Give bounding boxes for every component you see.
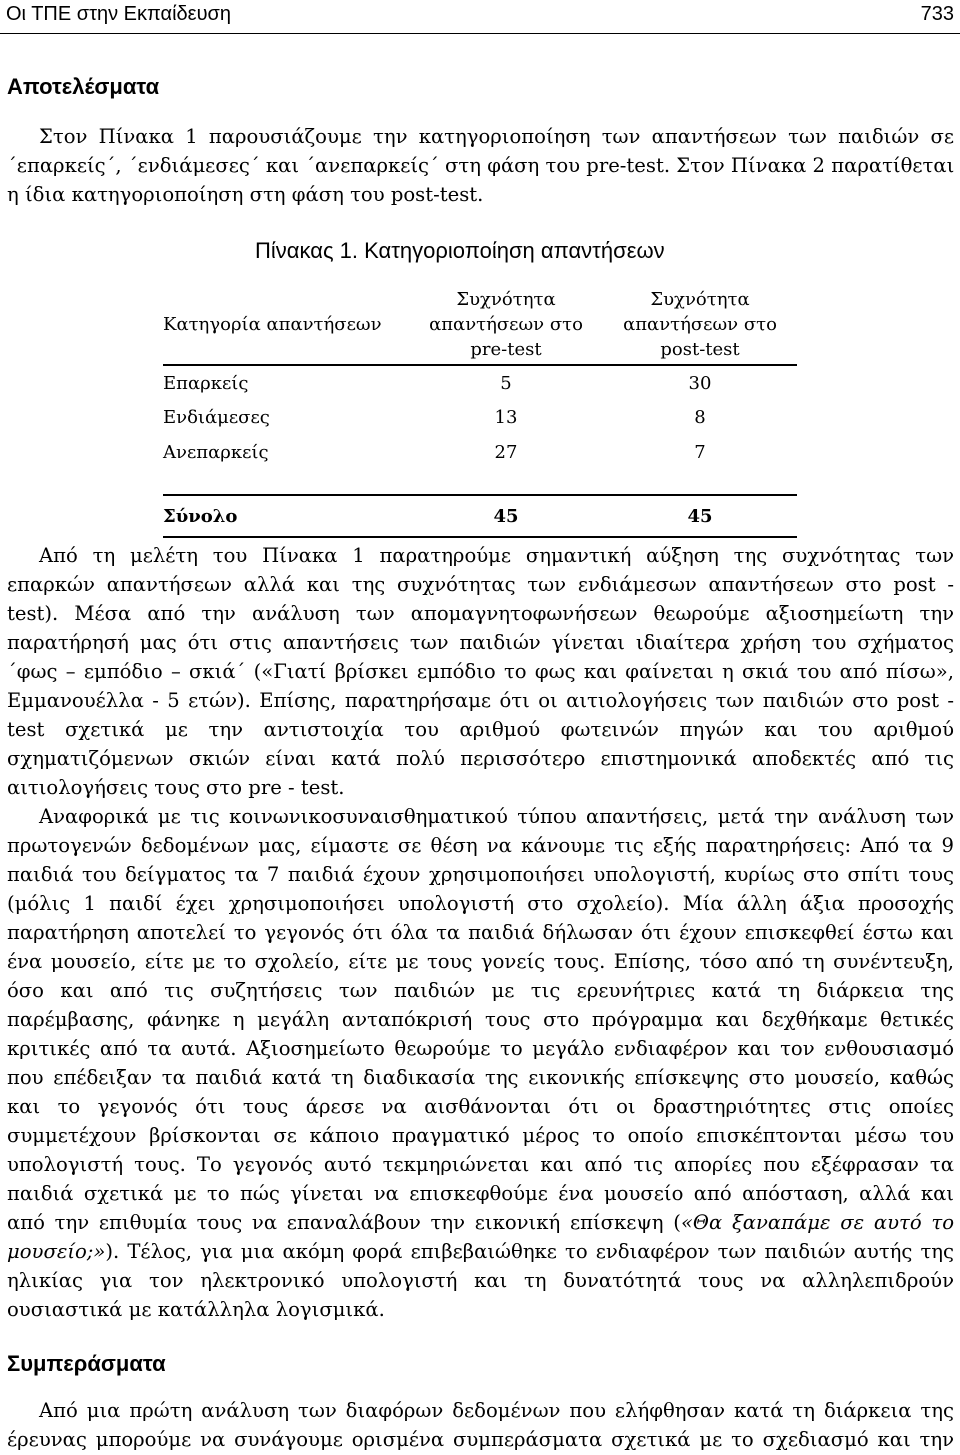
text-fragment: από την επιθυμία τους να επαναλάβουν την εικονική επίσκεψη ( — [7, 1211, 681, 1234]
conclusions-paragraph — [7, 1396, 954, 1454]
page-number: 733 — [920, 3, 954, 25]
text-line: ΄επαρκείς΄, ΄ενδιάμεσες΄ και ΄ανεπαρκείς΄ στη φάση του pre-test. Στον Πίνακα 2 παρατίθεται — [7, 154, 955, 177]
text-line: ηλικίας για τον ηλεκτρονικό υπολογιστή και τη δυνατότητά τους να αλληλεπιδρούν — [7, 1269, 954, 1292]
text-line: επαρκών απαντήσεων αλλά και της συχνότητας των ενδιάμεσων απαντήσεων στο post - — [7, 573, 954, 596]
header-pre-test — [409, 285, 603, 365]
text-line: Εμμανουέλλα - 5 ετών). Επίσης, παρατηρήσαμε ότι οι αιτιολογήσεις των παιδιών στο post - — [7, 689, 954, 712]
table-total-row — [163, 495, 797, 537]
text-line: παρέμβασης, φάνηκε η μεγάλη ανταπόκρισή τους στο πρόγραμμα και δεχθήκαμε θετικές — [7, 1008, 954, 1031]
results-table — [163, 285, 797, 538]
table-caption: Πίνακας 1. Κατηγοριοποίηση απαντήσεων — [255, 238, 665, 263]
results-heading: Αποτελέσματα — [7, 74, 160, 99]
text-line: παρατήρησή μας ότι στις απαντήσεις των παιδιών γίνεται ιδιαίτερα χρήση του σχήματος — [7, 631, 954, 654]
text-line — [7, 1208, 954, 1237]
text-line: Στον Πίνακα 1 παρουσιάζουμε την κατηγοριοποίηση των απαντήσεων των παιδιών σε — [39, 125, 954, 148]
row-post-value: 7 — [694, 442, 706, 463]
text-line: αιτιολογήσεις τους στο pre - test. — [7, 776, 345, 799]
text-line: συμμετέχουν βρίσκονται σε κάποιο πραγματικό μέρος το οποίο επισκέπτονται μέσω του — [7, 1124, 954, 1147]
header-post-line: απαντήσεων στο — [623, 314, 777, 335]
header-pre-line: απαντήσεων στο — [429, 314, 583, 335]
header-post-line: Συχνότητα — [650, 289, 750, 310]
text-line: σχηματιζόμενων σκιών είναι κατά πολύ περισσότερο επιστημονικά αποδεκτές από τις — [7, 747, 954, 770]
journal-title: Οι ΤΠΕ στην Εκπαίδευση — [6, 3, 231, 25]
row-pre-value: 5 — [500, 372, 512, 394]
header-pre-line: pre-test — [470, 339, 542, 360]
row-category: Επαρκείς — [163, 372, 249, 394]
text-line: όσο και από τις συζητήσεις των παιδιών με τις ερευνήτριες κατά τη διάρκεια της — [7, 979, 954, 1002]
table-spacer-row — [163, 470, 797, 495]
text-line: ΄φως – εμπόδιο – σκιά΄ («Γιατί βρίσκει εμπόδιο το φως και φαίνεται η σκιά του από πίσω», — [7, 660, 954, 683]
row-pre-value: 13 — [494, 407, 518, 428]
text-line — [7, 1237, 954, 1266]
text-line: που επέδειξαν τα παιδιά κατά τη διαδικασία της εικονικής επίσκεψης στο μουσείο, καθώς — [7, 1066, 954, 1089]
row-post-value: 30 — [688, 372, 712, 394]
text-line: (μόλις 1 παιδί έχει χρησιμοποιήσει υπολογιστή στο σχολείο). Μία άλλη άξια προσοχής — [7, 892, 954, 915]
text-line: παρατήρηση αποτελεί το γεγονός ότι όλα τα παιδιά δήλωσαν ότι έχουν επισκεφθεί έστω και — [7, 921, 954, 944]
text-line: παιδιά του δείγματος τα 7 παιδιά έχουν χρησιμοποιήσει υπολογιστή, κυρίως στο σπίτι τους — [7, 863, 954, 886]
total-post-value: 45 — [687, 505, 713, 527]
text-line: test). Μέσα από την ανάλυση των απομαγνητοφωνήσεων θεωρούμε αξιοσημείωτη την — [7, 602, 954, 625]
quote-fragment: «Θα ξαναπάμε σε αυτό το — [680, 1211, 954, 1234]
header-post-test — [603, 285, 797, 365]
text-line: και το γεγονός ότι τους άρεσε να αισθάνονται ότι οι δραστηριότητες στις οποίες — [7, 1095, 954, 1118]
text-line: παιδιά σχετικά με το πώς γίνεται να επισκεφθούμε ένα μουσείο από απόσταση, αλλά και — [7, 1182, 954, 1205]
header-post-line: post-test — [660, 339, 740, 360]
text-line: Από μια πρώτη ανάλυση των διαφόρων δεδομένων που ελήφθησαν κατά τη διάρκεια της — [39, 1399, 954, 1422]
text-line: έρευνας μπορούμε να συνάγουμε ορισμένα συμπεράσματα σχετικά με το σχεδιασμό και την — [7, 1428, 954, 1451]
quote-fragment: μουσείο;» — [7, 1240, 106, 1263]
text-fragment: ). Τέλος, για μια ακόμη φορά επιβεβαιώθηκε το ενδιαφέρον των παιδιών αυτής της — [105, 1240, 954, 1263]
header-pre-line: Συχνότητα — [456, 289, 556, 310]
row-pre-value: 27 — [494, 442, 518, 463]
row-category: Ανεπαρκείς — [163, 442, 269, 463]
table-header-row — [163, 285, 797, 365]
row-post-value: 8 — [694, 407, 706, 428]
text-line: Από τη μελέτη του Πίνακα 1 παρατηρούμε σημαντική αύξηση της συχνότητας των — [39, 544, 954, 567]
row-category: Ενδιάμεσες — [163, 407, 270, 428]
text-line: Αναφορικά με τις κοινωνικοσυναισθηματικού τύπου απαντήσεις, μετά την ανάλυση των — [39, 805, 954, 828]
table-row — [163, 365, 797, 400]
header-category: Κατηγορία απαντήσεων — [163, 314, 382, 335]
conclusions-heading: Συμπεράσματα — [7, 1351, 166, 1376]
text-line: η ίδια κατηγοριοποίηση στη φάση του post-test. — [7, 183, 484, 206]
total-pre-value: 45 — [493, 505, 519, 527]
text-line: ένα μουσείο, είτε με το σχολείο, είτε με τους γονείς τους. Επίσης, τόσο από τη συνέντευξη, — [7, 950, 954, 973]
text-line: υπολογιστή τους. Το γεγονός αυτό τεκμηριώνεται και από τις απορίες που εξέφρασαν τα — [7, 1153, 954, 1176]
text-line: κριτικές από τα αυτά. Αξιοσημείωτο θεωρούμε το μεγάλο ενδιαφέρον και τον ενθουσιασμό — [7, 1037, 954, 1060]
total-label: Σύνολο — [163, 505, 238, 527]
text-line: test σχετικά με την αντιστοιχία του αριθμού φωτεινών πηγών και του αριθμού — [7, 718, 954, 741]
text-line: πρωτογενών δεδομένων μας, είμαστε σε θέση να κάνουμε τις εξής παρατηρήσεις: Από τα 9 — [7, 834, 954, 857]
results-intro-paragraph — [7, 122, 954, 209]
table-row — [163, 435, 797, 470]
text-line: ουσιαστικά με κατάλληλα λογισμικά. — [7, 1298, 385, 1321]
socioemotional-paragraph — [7, 802, 954, 1324]
running-head — [0, 0, 960, 34]
table-row — [163, 400, 797, 435]
results-discussion-paragraph — [7, 541, 954, 802]
